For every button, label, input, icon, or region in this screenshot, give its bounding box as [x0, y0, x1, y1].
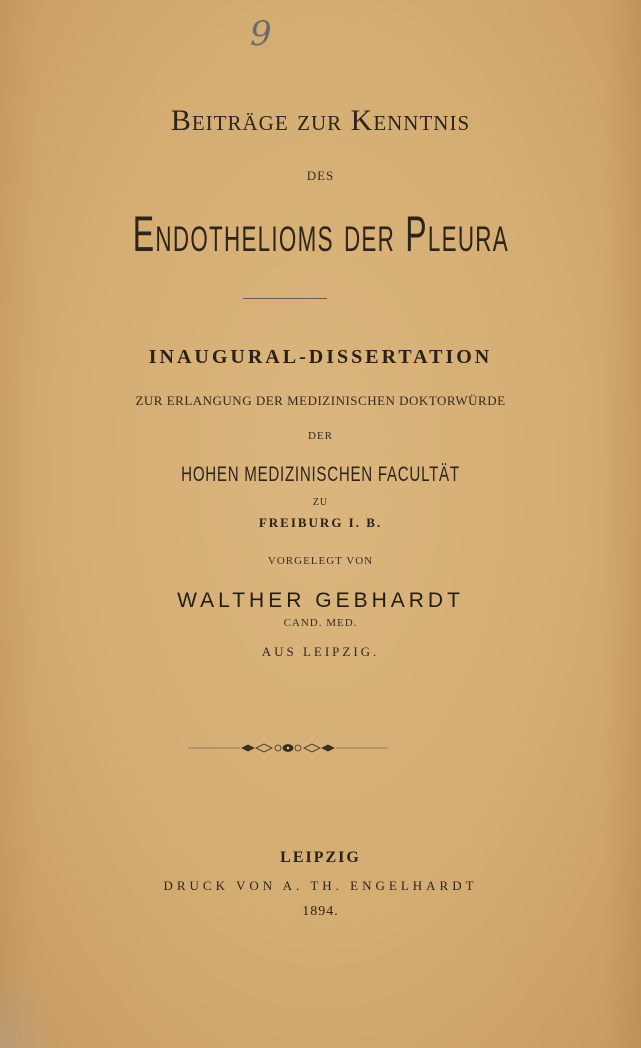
title-divider — [243, 298, 327, 299]
faculty-name: HOHEN MEDIZINISCHEN FACULTÄT — [181, 463, 460, 486]
imprint-city: LEIPZIG — [280, 849, 361, 866]
imprint-year: 1894. — [302, 904, 339, 919]
dissertation-heading: INAUGURAL-DISSERTATION — [148, 346, 493, 368]
faculty-line — [0, 463, 641, 491]
imprint-printer: DRUCK VON A. TH. ENGELHARDT — [163, 878, 478, 893]
dissertation-der: DER — [308, 430, 333, 442]
presented-by: VORGELEGT VON — [267, 555, 374, 567]
title-line-1: Beiträge zur Kenntnis — [170, 104, 471, 137]
paper-stain — [0, 958, 60, 1048]
author-name: WALTHER GEBHARDT — [177, 589, 464, 612]
dissertation-zu: ZU — [312, 497, 329, 508]
university-name: FREIBURG I. B. — [258, 515, 383, 530]
title-line-2 — [0, 205, 641, 265]
author-degree: CAND. MED. — [283, 617, 358, 629]
pencil-annotation: 9 — [250, 14, 272, 54]
author-origin: AUS LEIPZIG. — [261, 644, 380, 659]
ornament-divider-icon — [188, 738, 388, 758]
title-connector: DES — [306, 168, 335, 183]
dissertation-purpose: ZUR ERLANGUNG DER MEDIZINISCHEN DOKTORWÜRDE — [135, 393, 506, 408]
title-line-2-text: Endothelioms der Pleura — [132, 206, 509, 262]
